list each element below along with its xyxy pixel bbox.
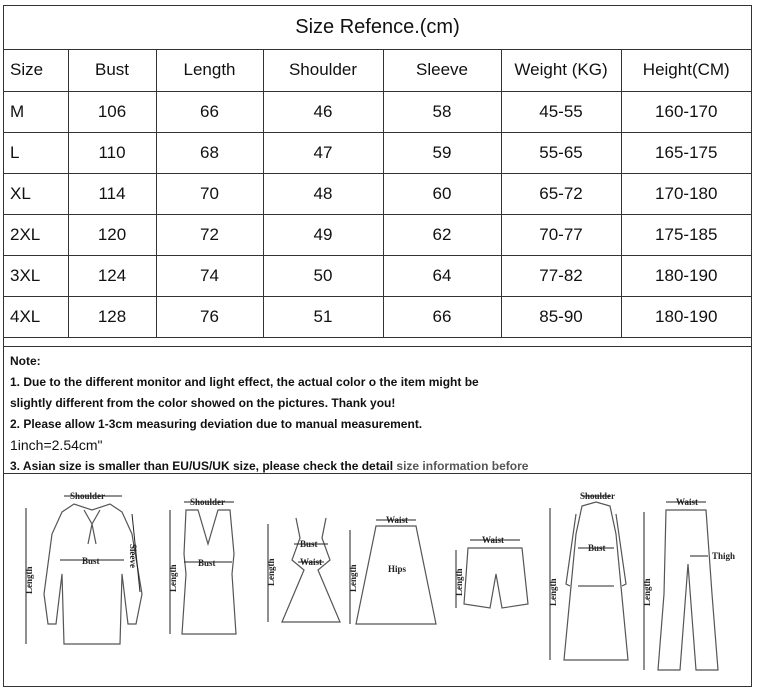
table-cell: 51 [263, 296, 383, 337]
table-cell: 65-72 [501, 173, 621, 214]
inch-conversion: 1inch=2.54cm" [10, 437, 103, 453]
table-cell: 72 [156, 214, 263, 255]
skirt-waist-label: Waist [386, 515, 409, 525]
table-cell: 85-90 [501, 296, 621, 337]
coat-shoulder-label: Shoulder [580, 491, 616, 501]
pants-outline [658, 510, 718, 670]
table-cell: 68 [156, 132, 263, 173]
shorts-diagram [454, 535, 528, 608]
table-cell: L [4, 132, 68, 173]
shirt-outline [44, 504, 142, 644]
table-cell: 74 [156, 255, 263, 296]
garment-diagrams-svg [4, 474, 751, 686]
table-cell: 48 [263, 173, 383, 214]
table-cell: 46 [263, 91, 383, 132]
table-row [4, 132, 751, 173]
table-header-row [4, 50, 751, 91]
note-1-line-1: 1. Due to the different monitor and light effect, the actual color o the item might be [10, 375, 479, 389]
page-title: Size Refence.(cm) [4, 6, 751, 50]
table-cell: 180-190 [621, 296, 751, 337]
table-cell: 128 [68, 296, 156, 337]
dress-length-label: Length [266, 558, 276, 586]
column-header: Weight (KG) [501, 50, 621, 91]
skirt-diagram [348, 515, 436, 624]
coat-length-label: Length [548, 578, 558, 606]
table-row [4, 214, 751, 255]
shirt-diagram [24, 491, 142, 644]
table-cell: 49 [263, 214, 383, 255]
table-cell: 170-180 [621, 173, 751, 214]
table-cell: 70-77 [501, 214, 621, 255]
pants-length-label: Length [642, 578, 652, 606]
measurement-diagrams [4, 474, 751, 686]
table-row [4, 296, 751, 337]
vest-shoulder-label: Shoulder [190, 497, 226, 507]
table-cell: 70 [156, 173, 263, 214]
table-row [4, 255, 751, 296]
table-cell: 2XL [4, 214, 68, 255]
table-row [4, 91, 751, 132]
column-header: Sleeve [383, 50, 501, 91]
table-cell: 77-82 [501, 255, 621, 296]
notes-section [4, 346, 751, 474]
table-cell: 124 [68, 255, 156, 296]
note-3-tail: size information before [396, 459, 529, 473]
table-cell: 66 [383, 296, 501, 337]
note-2: 2. Please allow 1-3cm measuring deviation due to manual measurement. [10, 417, 423, 431]
table-cell: 60 [383, 173, 501, 214]
table-cell: 59 [383, 132, 501, 173]
table-cell: M [4, 91, 68, 132]
dress-outline [282, 518, 340, 622]
table-cell: 160-170 [621, 91, 751, 132]
table-cell: 64 [383, 255, 501, 296]
size-chart [3, 5, 752, 687]
coat-bust-label: Bust [588, 543, 606, 553]
dress-diagram [266, 518, 340, 622]
table-cell: 106 [68, 91, 156, 132]
shirt-bust-label: Bust [82, 556, 100, 566]
dress-waist-label: Waist [300, 557, 323, 567]
coat-diagram [548, 491, 628, 660]
notes-heading: Note: [10, 354, 41, 368]
table-cell: 66 [156, 91, 263, 132]
skirt-outline [356, 526, 436, 624]
coat-outline [564, 502, 628, 660]
shirt-length-label: Length [24, 566, 34, 594]
note-3-text: 3. Asian size is smaller than EU/US/UK size, please check the detail [10, 459, 397, 473]
shorts-outline [464, 548, 528, 608]
table-cell: 76 [156, 296, 263, 337]
dress-bust-label: Bust [300, 539, 318, 549]
shirt-sleeve-label: Sleeve [128, 544, 138, 568]
column-header: Bust [68, 50, 156, 91]
table-cell: 45-55 [501, 91, 621, 132]
pants-waist-label: Waist [676, 497, 699, 507]
column-header: Size [4, 50, 68, 91]
vest-length-label: Length [168, 564, 178, 592]
table-cell: 4XL [4, 296, 68, 337]
skirt-length-label: Length [348, 564, 358, 592]
skirt-hips-label: Hips [388, 564, 407, 574]
note-1-line-2: slightly different from the color showed on the pictures. Thank you! [10, 396, 396, 410]
vest-diagram [168, 497, 236, 634]
table-row [4, 173, 751, 214]
column-header: Shoulder [263, 50, 383, 91]
pants-thigh-label: Thigh [712, 551, 736, 561]
size-table [4, 50, 751, 338]
table-cell: 47 [263, 132, 383, 173]
table-cell: 110 [68, 132, 156, 173]
table-cell: 114 [68, 173, 156, 214]
table-cell: 120 [68, 214, 156, 255]
shorts-waist-label: Waist [482, 535, 505, 545]
table-cell: 62 [383, 214, 501, 255]
vest-outline [182, 510, 236, 634]
column-header: Height(CM) [621, 50, 751, 91]
table-cell: 165-175 [621, 132, 751, 173]
vest-bust-label: Bust [198, 558, 216, 568]
table-cell: 58 [383, 91, 501, 132]
column-header: Length [156, 50, 263, 91]
shirt-shoulder-label: Shoulder [70, 491, 106, 501]
table-cell: 175-185 [621, 214, 751, 255]
table-cell: 180-190 [621, 255, 751, 296]
table-cell: 50 [263, 255, 383, 296]
shorts-length-label: Length [454, 568, 464, 596]
table-cell: XL [4, 173, 68, 214]
pants-diagram [642, 497, 735, 670]
table-cell: 55-65 [501, 132, 621, 173]
table-cell: 3XL [4, 255, 68, 296]
